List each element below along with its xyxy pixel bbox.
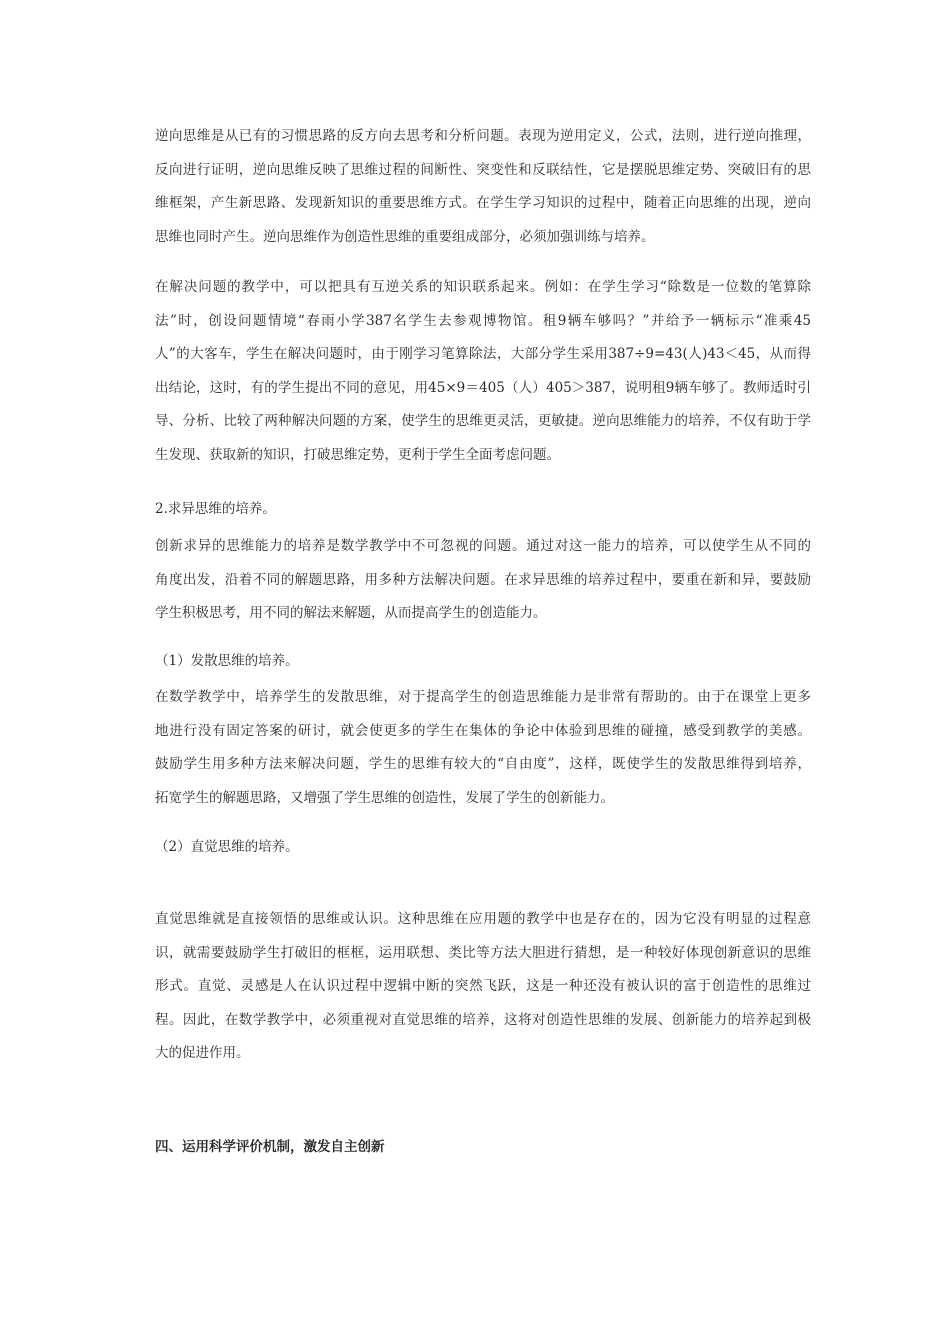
text-line: 维框架，产生新思路、发现新知识的重要思维方式。在学生学习知识的过程中，随着正向思维的出现，逆向 <box>155 195 811 212</box>
text-line: 大的促进作用。 <box>155 1045 250 1062</box>
paragraph-intuitive <box>155 903 811 1071</box>
paragraph-reverse-thinking <box>155 120 811 254</box>
text-line: 形式。直觉、灵感是人在认识过程中逻辑中断的突然飞跃，这是一种还没有被认识的富于创造性的思维过 <box>155 978 811 995</box>
text-line: 程。因此，在数学教学中，必须重视对直觉思维的培养，这将对创造性思维的发展、创新能力的培养起到极 <box>155 1011 811 1028</box>
text-line: 在数学教学中，培养学生的发散思维，对于提高学生的创造思维能力是非常有帮助的。由于在课堂上更多 <box>155 689 811 705</box>
text-line: 导、分析、比较了两种解决问题的方案，使学生的思维更灵活，更敏捷。逆向思维能力的培养，不仅有助于学 <box>155 413 811 430</box>
text-line: 拓宽学生的解题思路，又增强了学生思维的创造性，发展了学生的创新能力。 <box>155 789 614 806</box>
text-line: 在解决问题的教学中，可以把具有互逆关系的知识联系起来。例如：在学生学习“除数是一位数的笔算除 <box>155 279 811 295</box>
text-line: 出结论，这时，有的学生提出不同的意见，用45×9＝405（人）405＞387，说明租9辆车够了。教师适时引 <box>155 379 811 396</box>
paragraph-divergent <box>155 681 811 815</box>
section-heading: 四、运用科学评价机制，激发自主创新 <box>155 1139 385 1155</box>
text-line: 直觉思维就是直接领悟的思维或认识。这种思维在应用题的教学中也是存在的，因为它没有明显的过程意 <box>155 911 811 927</box>
paragraph-innovation <box>155 530 811 631</box>
text-line: 学生积极思考，用不同的解法来解题，从而提高学生的创造能力。 <box>155 605 547 622</box>
subheading-divergent: （1）发散思维的培养。 <box>155 653 299 669</box>
text-line: 人”的大客车，学生在解决问题时，由于刚学习笔算除法，大部分学生采用387÷9=43(人)43＜45，从而得 <box>155 346 811 363</box>
text-line: 反向进行证明，逆向思维反映了思维过程的间断性、突变性和反联结性，它是摆脱思维定势、突破旧有的思 <box>155 161 811 178</box>
text-line: 生发现、获取新的知识，打破思维定势，更利于学生全面考虑问题。 <box>155 446 560 463</box>
text-line: 地进行没有固定答案的研讨，就会使更多的学生在集体的争论中体验到思维的碰撞，感受到教学的美感。 <box>155 722 811 739</box>
subheading-intuitive: （2）直觉思维的培养。 <box>155 839 299 855</box>
text-line: 逆向思维是从已有的习惯思路的反方向去思考和分析问题。表现为逆用定义，公式，法则，进行逆向推理， <box>155 128 811 144</box>
text-line: 法”时，创设问题情境“春雨小学387名学生去参观博物馆。租9辆车够吗？”并给予一辆标示“准乘45 <box>155 312 811 329</box>
text-line: 创新求异的思维能力的培养是数学教学中不可忽视的问题。通过对这一能力的培养，可以使学生从不同的 <box>155 538 811 554</box>
text-line: 角度出发，沿着不同的解题思路，用多种方法解决问题。在求异思维的培养过程中，要重在新和异，要鼓励 <box>155 571 811 588</box>
text-line: 思维也同时产生。逆向思维作为创造性思维的重要组成部分，必须加强训练与培养。 <box>155 228 655 245</box>
subheading-divergent-thinking: 2.求异思维的培养。 <box>155 501 276 517</box>
text-line: 识，就需要鼓励学生打破旧的框框，运用联想、类比等方法大胆进行猜想，是一种较好体现创新意识的思维 <box>155 944 811 961</box>
text-line: 鼓励学生用多种方法来解决问题，学生的思维有较大的“自由度”，这样，既使学生的发散思维得到培养， <box>155 756 811 773</box>
paragraph-example-division <box>155 271 811 473</box>
